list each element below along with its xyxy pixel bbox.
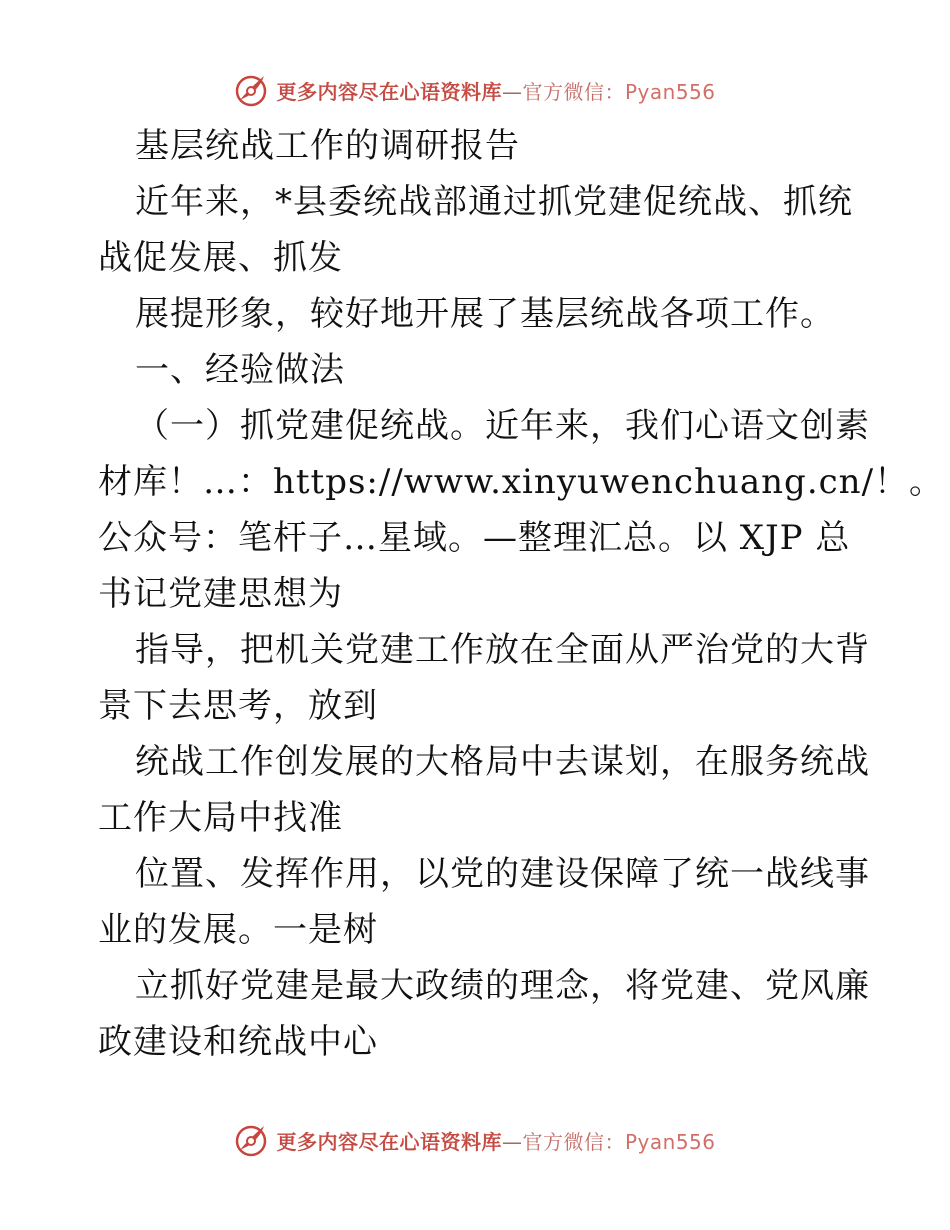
paragraph-line: 位置、发挥作用，以党的建设保障了统一战线事: [135, 854, 870, 894]
paragraph-line: 工作大局中找准: [98, 798, 343, 838]
document-title: 基层统战工作的调研报告: [135, 126, 520, 166]
header-banner: [0, 70, 950, 110]
paragraph-line: 书记党建思想为: [98, 574, 343, 614]
paragraph-line: 近年来，*县委统战部通过抓党建促统战、抓统: [135, 182, 853, 222]
banner-wechat-id: Pyan556: [624, 79, 716, 104]
banner-main-text: 更多内容尽在心语资料库: [276, 79, 502, 104]
footer-banner: [0, 1120, 950, 1160]
paragraph-line: 立抓好党建是最大政绩的理念，将党建、党风廉: [135, 966, 870, 1006]
section-heading: 一、经验做法: [135, 350, 345, 390]
paragraph-line: 指导，把机关党建工作放在全面从严治党的大背: [135, 630, 870, 670]
banner-separator: —: [501, 1129, 523, 1154]
paragraph-line: 景下去思考，放到: [98, 686, 378, 726]
banner-wechat-id: Pyan556: [624, 1129, 716, 1154]
quill-logo-icon: [234, 72, 270, 108]
paragraph-line: 政建设和统战中心: [98, 1022, 378, 1062]
paragraph-line: 战促发展、抓发: [98, 238, 343, 278]
paragraph-line: 业的发展。一是树: [98, 910, 378, 950]
banner-separator: —: [501, 79, 523, 104]
paragraph-line: 公众号：笔杆子…星域。—整理汇总。以 XJP 总: [98, 518, 851, 558]
paragraph-line: （一）抓党建促统战。近年来，我们心语文创素: [135, 406, 870, 446]
quill-logo-icon: [234, 1122, 270, 1158]
paragraph-line: 统战工作创发展的大格局中去谋划，在服务统战: [135, 742, 870, 782]
banner-text: [276, 76, 715, 105]
paragraph-line: 材库！…：https://www.xinyuwenchuang.cn/！。: [98, 462, 945, 502]
banner-wechat-label: 官方微信：: [522, 1129, 625, 1154]
banner-wechat-label: 官方微信：: [522, 79, 625, 104]
paragraph-line: 展提形象，较好地开展了基层统战各项工作。: [135, 294, 835, 334]
banner-main-text: 更多内容尽在心语资料库: [276, 1129, 502, 1154]
document-body: [98, 118, 945, 1070]
banner-text: [276, 1126, 715, 1155]
